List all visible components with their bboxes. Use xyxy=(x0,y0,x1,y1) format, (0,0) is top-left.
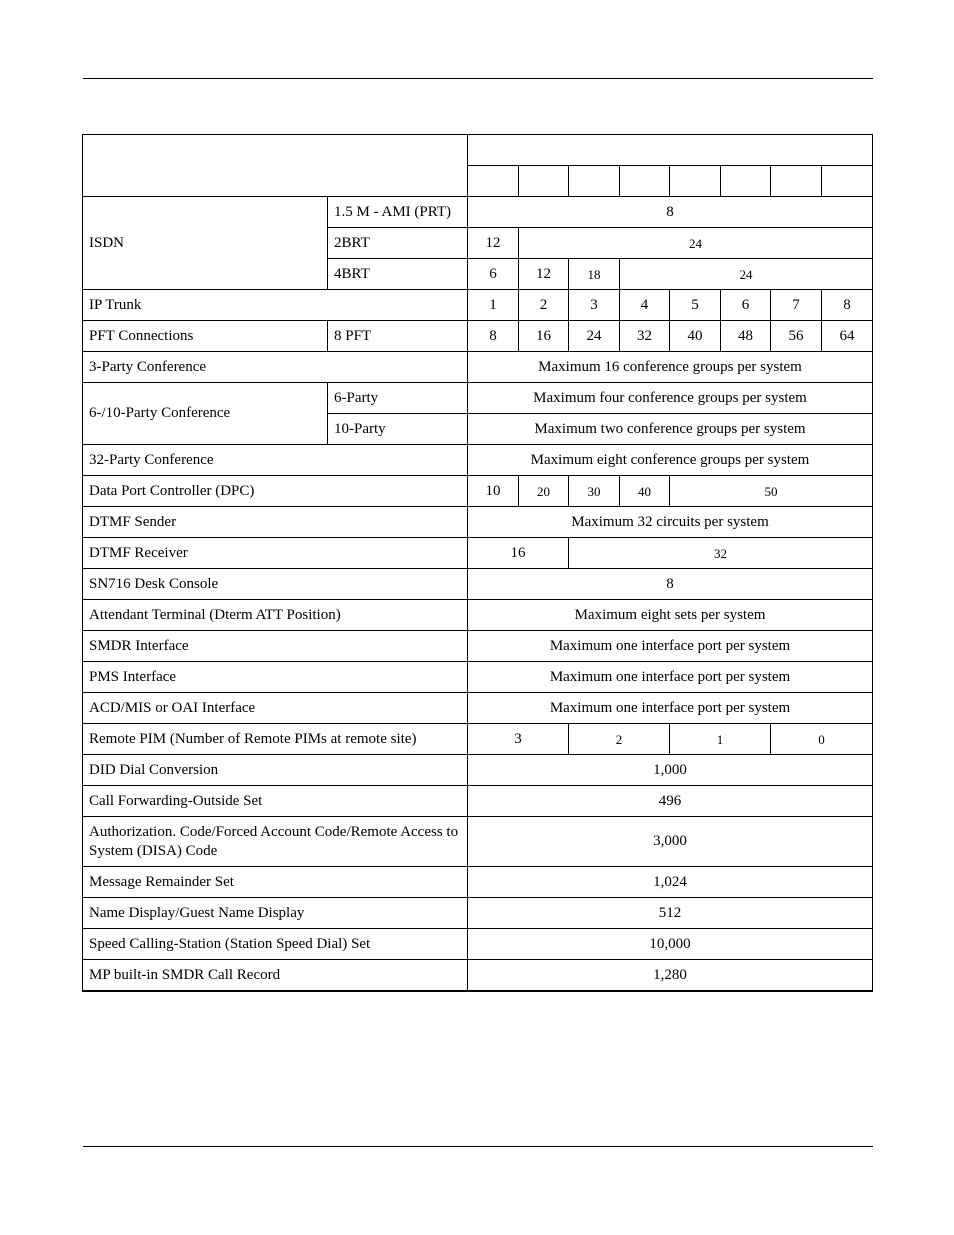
table-row xyxy=(83,631,873,662)
row-label: MP built-in SMDR Call Record xyxy=(83,960,468,992)
cell-value: 6 xyxy=(468,259,519,290)
cell-value: 1,000 xyxy=(468,755,873,786)
cell-value: 1 xyxy=(468,290,519,321)
cell-value: 3 xyxy=(468,724,569,755)
header-column-cell xyxy=(468,166,519,197)
table-row xyxy=(83,898,873,929)
table-header-row xyxy=(83,135,873,166)
table-row xyxy=(83,507,873,538)
cell-value: 40 xyxy=(620,476,670,507)
header-column-cell xyxy=(771,166,822,197)
cell-value: 56 xyxy=(771,321,822,352)
row-sublabel: 8 PFT xyxy=(328,321,468,352)
cell-value: 40 xyxy=(670,321,721,352)
row-sublabel: 2BRT xyxy=(328,228,468,259)
cell-value: 64 xyxy=(822,321,873,352)
header-column-cell xyxy=(519,166,569,197)
cell-value: 16 xyxy=(468,538,569,569)
cell-value: 2 xyxy=(519,290,569,321)
cell-value: 10,000 xyxy=(468,929,873,960)
row-label: 3-Party Conference xyxy=(83,352,468,383)
cell-value: Maximum eight sets per system xyxy=(468,600,873,631)
cell-value: 3,000 xyxy=(468,817,873,867)
table-row xyxy=(83,786,873,817)
header-column-cell xyxy=(670,166,721,197)
cell-value: 24 xyxy=(569,321,620,352)
cell-value: 20 xyxy=(519,476,569,507)
header-column-cell xyxy=(822,166,873,197)
cell-value: 512 xyxy=(468,898,873,929)
cell-value: 32 xyxy=(620,321,670,352)
cell-value: 12 xyxy=(519,259,569,290)
header-column-cell xyxy=(620,166,670,197)
table-row xyxy=(83,476,873,507)
table-row xyxy=(83,662,873,693)
table-row xyxy=(83,693,873,724)
row-label: 32-Party Conference xyxy=(83,445,468,476)
cell-value: Maximum eight conference groups per system xyxy=(468,445,873,476)
table-row xyxy=(83,600,873,631)
row-label: Attendant Terminal (Dterm ATT Position) xyxy=(83,600,468,631)
cell-value: 48 xyxy=(721,321,771,352)
row-label: IP Trunk xyxy=(83,290,468,321)
row-label: SMDR Interface xyxy=(83,631,468,662)
row-label: DTMF Receiver xyxy=(83,538,468,569)
table-row xyxy=(83,321,873,352)
row-sublabel: 4BRT xyxy=(328,259,468,290)
cell-value: 2 xyxy=(569,724,670,755)
cell-value: 1 xyxy=(670,724,771,755)
header-group-cell xyxy=(468,135,873,166)
row-label: PFT Connections xyxy=(83,321,328,352)
row-label: Remote PIM (Number of Remote PIMs at remote site) xyxy=(83,724,468,755)
row-label: DTMF Sender xyxy=(83,507,468,538)
row-label: DID Dial Conversion xyxy=(83,755,468,786)
cell-value: 3 xyxy=(569,290,620,321)
table-row xyxy=(83,352,873,383)
row-label: Call Forwarding-Outside Set xyxy=(83,786,468,817)
table-row xyxy=(83,929,873,960)
cell-value: 30 xyxy=(569,476,620,507)
cell-value: Maximum 32 circuits per system xyxy=(468,507,873,538)
header-column-cell xyxy=(569,166,620,197)
row-label: ACD/MIS or OAI Interface xyxy=(83,693,468,724)
cell-value: 8 xyxy=(468,321,519,352)
table-row xyxy=(83,724,873,755)
table-row xyxy=(83,817,873,867)
row-sublabel: 6-Party xyxy=(328,383,468,414)
table-row xyxy=(83,960,873,992)
cell-value: 12 xyxy=(468,228,519,259)
cell-value: 496 xyxy=(468,786,873,817)
cell-value: Maximum one interface port per system xyxy=(468,662,873,693)
table-row xyxy=(83,538,873,569)
cell-value: 24 xyxy=(519,228,873,259)
header-rule xyxy=(83,78,873,79)
cell-value: 32 xyxy=(569,538,873,569)
row-sublabel: 1.5 M - AMI (PRT) xyxy=(328,197,468,228)
system-capacity-table xyxy=(82,134,873,992)
row-label: Authorization. Code/Forced Account Code/Remote Access to System (DISA) Code xyxy=(83,817,468,867)
cell-value: Maximum four conference groups per system xyxy=(468,383,873,414)
header-column-cell xyxy=(721,166,771,197)
row-label: SN716 Desk Console xyxy=(83,569,468,600)
cell-value: 18 xyxy=(569,259,620,290)
cell-value: 4 xyxy=(620,290,670,321)
table-row xyxy=(83,383,873,414)
cell-value: Maximum one interface port per system xyxy=(468,693,873,724)
cell-value: Maximum 16 conference groups per system xyxy=(468,352,873,383)
cell-value: 8 xyxy=(468,197,873,228)
cell-value: 6 xyxy=(721,290,771,321)
cell-value: Maximum one interface port per system xyxy=(468,631,873,662)
cell-value: 5 xyxy=(670,290,721,321)
row-label: PMS Interface xyxy=(83,662,468,693)
header-item-cell xyxy=(83,135,468,197)
row-label: Message Remainder Set xyxy=(83,867,468,898)
cell-value: 8 xyxy=(468,569,873,600)
cell-value: 1,024 xyxy=(468,867,873,898)
cell-value: 1,280 xyxy=(468,960,873,992)
row-sublabel: 10-Party xyxy=(328,414,468,445)
table-row xyxy=(83,867,873,898)
cell-value: 0 xyxy=(771,724,873,755)
row-label: ISDN xyxy=(83,197,328,290)
table-row xyxy=(83,197,873,228)
table-row xyxy=(83,445,873,476)
cell-value: 16 xyxy=(519,321,569,352)
cell-value: 50 xyxy=(670,476,873,507)
row-label: 6-/10-Party Conference xyxy=(83,383,328,445)
cell-value: 24 xyxy=(620,259,873,290)
row-label: Speed Calling-Station (Station Speed Dial) Set xyxy=(83,929,468,960)
cell-value: 8 xyxy=(822,290,873,321)
footer-rule xyxy=(83,1146,873,1147)
table-row xyxy=(83,569,873,600)
row-label: Name Display/Guest Name Display xyxy=(83,898,468,929)
table-row xyxy=(83,290,873,321)
cell-value: 7 xyxy=(771,290,822,321)
row-label: Data Port Controller (DPC) xyxy=(83,476,468,507)
cell-value: 10 xyxy=(468,476,519,507)
cell-value: Maximum two conference groups per system xyxy=(468,414,873,445)
table-row xyxy=(83,755,873,786)
